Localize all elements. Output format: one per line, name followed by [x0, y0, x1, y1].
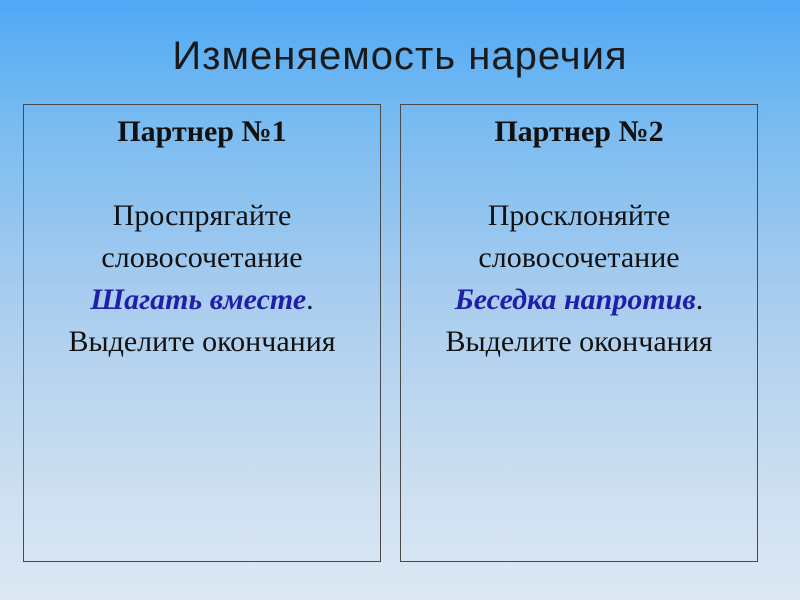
partner-1-instruction: Проспрягайте [112, 199, 292, 232]
partner-1-phrase-line [24, 279, 380, 321]
partner-1-phrase-period: . [306, 283, 314, 316]
partner-2-phrase: Беседка напротив [454, 283, 696, 316]
partner-2-task: Выделите окончания [445, 325, 713, 358]
partner-1-object: словосочетание [101, 241, 303, 274]
partner-1-box [23, 104, 381, 562]
partner-1-task: Выделите окончания [68, 325, 336, 358]
partner-2-object: словосочетание [478, 241, 680, 274]
partner-2-instruction: Просклоняйте [487, 199, 671, 232]
partner-1-heading: Партнер №1 [117, 115, 287, 148]
partner-2-phrase-line [401, 279, 757, 321]
slide-title: Изменяемость наречия [172, 34, 628, 78]
partner-2-heading: Партнер №2 [494, 115, 664, 148]
partner-1-phrase: Шагать вместе [90, 283, 307, 316]
partner-2-spacer [401, 153, 757, 195]
partner-1-spacer [24, 153, 380, 195]
partner-2-box [400, 104, 758, 562]
partner-2-phrase-period: . [695, 283, 704, 316]
